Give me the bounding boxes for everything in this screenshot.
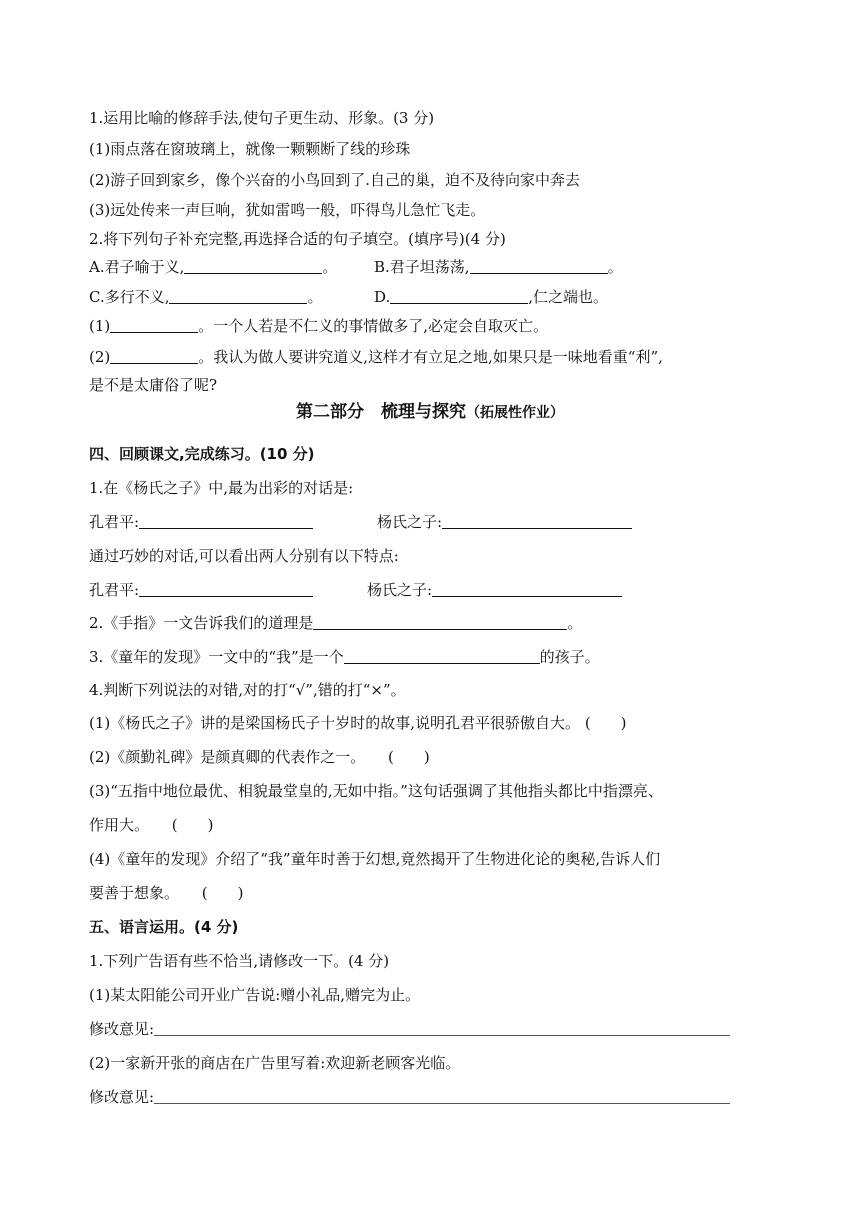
q2-fill-2-cont: 是不是太庸俗了呢? <box>89 376 218 394</box>
part5-heading: 五、语言运用。(4 分) <box>89 918 239 936</box>
question-2-title: 2.将下列句子补充完整,再选择合适的句子填空。(填序号)(4 分) <box>89 230 506 248</box>
q2-row-b: B.君子坦荡荡, 。 <box>374 258 623 276</box>
part5-revise-row-2: 修改意见: <box>89 1087 730 1107</box>
q2-c-blank[interactable] <box>169 288 307 304</box>
q4-1-answer-paren[interactable]: ( ) <box>584 714 627 732</box>
part4-q1-yang-row: 杨氏之子: <box>377 512 632 532</box>
q1-item-2: (2)游子回到家乡，像个兴奋的小鸟回到了.自己的巢，迫不及待向家中奔去 <box>89 171 581 189</box>
q2-option-c: C.多行不义, <box>89 288 170 306</box>
question-1-title: 1.运用比喻的修辞手法,使句子更生动、形象。(3 分) <box>89 109 435 127</box>
kong-trait-blank[interactable] <box>139 581 313 597</box>
q4-2-answer-paren[interactable]: ( ) <box>388 748 430 766</box>
q2-row-ab: A.君子喻于义, 。 <box>89 258 338 276</box>
q2-option-b: B.君子坦荡荡, <box>374 258 470 276</box>
revise-input-2[interactable] <box>154 1088 730 1104</box>
part4-q4-1: (1)《杨氏之子》讲的是梁国杨氏子十岁时的故事,说明孔君平很骄傲自大。 ( ) <box>89 714 627 732</box>
part5-item-2: (2)一家新开张的商店在广告里写着:欢迎新老顾客光临。 <box>89 1054 461 1072</box>
section-title <box>0 401 860 424</box>
part4-q2: 2.《手指》一文告诉我们的道理是 。 <box>89 614 583 632</box>
part4-q4-2: (2)《颜勤礼碑》是颜真卿的代表作之一。 ( ) <box>89 748 430 766</box>
part5-q1-title: 1.下列广告语有些不恰当,请修改一下。(4 分) <box>89 952 390 970</box>
part4-q3-blank[interactable] <box>344 648 540 664</box>
part4-q2-blank[interactable] <box>313 614 567 630</box>
part4-q1-kong-row: 孔君平: <box>89 512 313 532</box>
q2-b-blank[interactable] <box>470 258 608 274</box>
section-title-main: 第二部分 梳理与探究 <box>296 402 466 422</box>
q2-row-d: D. ,仁之端也。 <box>374 288 609 306</box>
q2-fill-1: (1) 。一个人若是不仁义的事情做多了,必定会自取灭亡。 <box>89 317 549 335</box>
yang-trait-blank[interactable] <box>432 581 622 597</box>
section-title-sub: （拓展性作业） <box>466 405 564 421</box>
q1-item-3: (3)远处传来一声巨响，犹如雷鸣一般，吓得鸟儿急忙飞走。 <box>89 201 486 219</box>
part4-q1-title: 1.在《杨氏之子》中,最为出彩的对话是: <box>89 479 354 497</box>
q2-a-blank[interactable] <box>184 258 322 274</box>
q2-option-a: A.君子喻于义, <box>89 258 185 276</box>
part4-heading: 四、回顾课文,完成练习。(10 分) <box>89 445 315 463</box>
q2-option-d: D. <box>374 288 391 306</box>
q1-item-1: (1)雨点落在窗玻璃上，就像一颗颗断了线的珍珠 <box>89 140 411 158</box>
q2-fill-2-blank[interactable] <box>110 348 198 364</box>
part4-q4-title: 4.判断下列说法的对错,对的打“√”,错的打“×”。 <box>89 681 406 699</box>
part4-q1-kong-trait-row: 孔君平: <box>89 580 313 600</box>
part4-q1-traits: 通过巧妙的对话,可以看出两人分别有以下特点: <box>89 547 399 565</box>
q2-fill-1-blank[interactable] <box>110 317 198 333</box>
q2-fill-2: (2) 。我认为做人要讲究道义,这样才有立足之地,如果只是一味地看重“利”, <box>89 348 663 366</box>
yang-dialogue-blank[interactable] <box>442 513 632 529</box>
part4-q4-3a: (3)“五指中地位最优、相貌最堂皇的,无如中指。”这句话强调了其他指头都比中指漂亮、 <box>89 782 663 800</box>
part4-q4-4b: 要善于想象。 ( ) <box>89 884 244 902</box>
revise-input-1[interactable] <box>154 1020 730 1036</box>
q2-d-blank[interactable] <box>390 288 528 304</box>
kong-dialogue-blank[interactable] <box>139 513 313 529</box>
part5-revise-row-1: 修改意见: <box>89 1019 730 1039</box>
part5-item-1: (1)某太阳能公司开业广告说:赠小礼品,赠完为止。 <box>89 986 421 1004</box>
part4-q4-4a: (4)《童年的发现》介绍了“我”童年时善于幻想,竟然揭开了生物进化论的奥秘,告诉人们 <box>89 850 661 868</box>
part4-q4-3b: 作用大。 ( ) <box>89 816 214 834</box>
part4-q1-yang-trait-row: 杨氏之子: <box>367 580 622 600</box>
q4-4-answer-paren[interactable]: ( ) <box>201 884 244 902</box>
q4-3-answer-paren[interactable]: ( ) <box>171 816 214 834</box>
q2-row-c: C.多行不义, 。 <box>89 288 323 306</box>
part4-q3: 3.《童年的发现》一文中的“我”是一个 的孩子。 <box>89 648 600 666</box>
